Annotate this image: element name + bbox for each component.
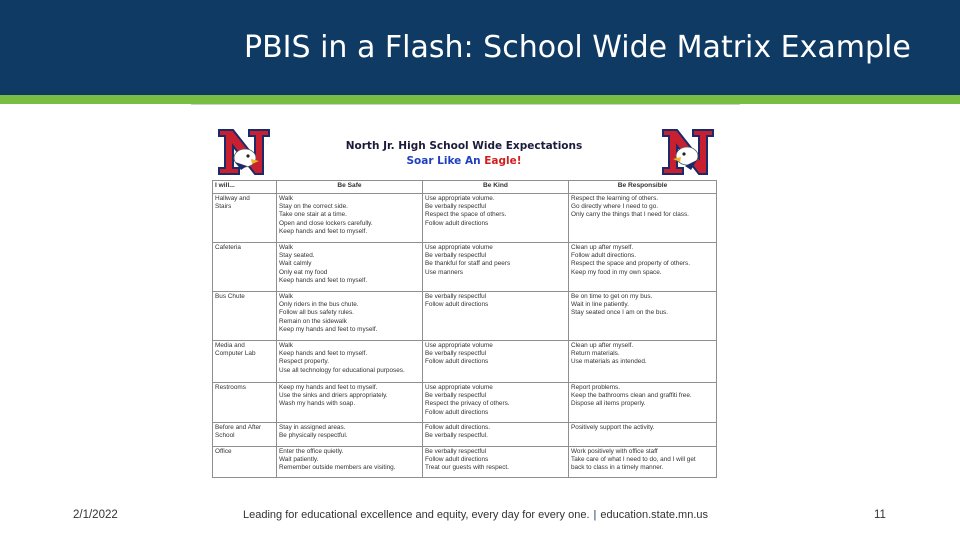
footer-separator: | — [593, 509, 597, 521]
footer-tagline — [243, 509, 708, 521]
cell-line: Stay in assigned areas. — [279, 424, 346, 431]
cell-line: Be on time to get on my bus. — [571, 293, 653, 300]
header-location: I will... — [213, 181, 277, 194]
cell-line: Use the sinks and driers appropriately. — [279, 392, 388, 400]
cell-line: Respect the privacy of others. — [425, 400, 510, 408]
cell-line: Before and After — [215, 424, 262, 431]
cell-line: Keep hands and feet to myself. — [279, 350, 368, 358]
cell-line: Keep my hands and feet to myself. — [279, 384, 378, 391]
matrix-row — [213, 447, 717, 478]
matrix-row — [213, 292, 717, 341]
matrix-header-row — [213, 181, 717, 194]
slide-title: PBIS in a Flash: School Wide Matrix Example — [244, 30, 911, 65]
cell-line: Follow adult directions. — [425, 424, 491, 431]
eagle-n-logo-icon — [215, 124, 273, 178]
be-safe-cell — [277, 447, 423, 478]
cell-line: Follow adult directions — [425, 358, 489, 366]
footer-text: Leading for educational excellence and equity, every day for every one. — [243, 509, 590, 521]
cell-line: Be verbally respectful — [425, 252, 487, 260]
cell-line: Clean up after myself. — [571, 342, 634, 349]
matrix-row — [213, 341, 717, 383]
matrix-row — [213, 194, 717, 243]
be-kind-cell — [423, 292, 569, 341]
cell-line: Work positively with office staff — [571, 448, 658, 455]
cell-line: Dispose all items properly. — [571, 400, 646, 408]
be-safe-cell — [277, 243, 423, 292]
cell-line: Be verbally respectful — [425, 392, 487, 400]
cell-line: School — [215, 432, 235, 440]
cell-line: Respect the learning of others. — [571, 195, 659, 202]
cell-line: Return materials. — [571, 350, 620, 358]
cell-line: Treat our guests with respect. — [425, 464, 509, 472]
cell-line: back to class in a timely manner. — [571, 464, 664, 472]
cell-line: Respect the space of others. — [425, 211, 507, 219]
be-responsible-cell — [569, 423, 717, 447]
cell-line: Walk — [279, 293, 293, 300]
be-responsible-cell — [569, 341, 717, 383]
row-location-cell — [213, 383, 277, 423]
accent-bar — [0, 95, 960, 104]
cell-line: Be verbally respectful — [425, 203, 487, 211]
cell-line: Keep my food in my own space. — [571, 268, 662, 276]
cell-line: Restrooms — [215, 384, 246, 391]
cell-line: Follow adult directions — [425, 456, 489, 464]
cell-line: Follow adult directions — [425, 408, 489, 416]
cell-line: Take care of what I need to do, and I will get — [571, 456, 696, 464]
slide-date: 2/1/2022 — [73, 509, 118, 521]
header-be-responsible: Be Responsible — [569, 181, 717, 194]
row-location-cell — [213, 194, 277, 243]
cell-line: Positively support the activity. — [571, 424, 655, 431]
cell-line: Computer Lab — [215, 350, 256, 358]
cell-line: Only riders in the bus chute. — [279, 301, 359, 309]
cell-line: Use appropriate volume — [425, 342, 493, 349]
be-kind-cell — [423, 383, 569, 423]
cell-line: Walk — [279, 195, 293, 202]
be-responsible-cell — [569, 447, 717, 478]
image-top-border — [191, 104, 740, 105]
cell-line: Be verbally respectful — [425, 350, 487, 358]
cell-line: Walk — [279, 342, 293, 349]
cell-line: Remember outside members are visiting. — [279, 464, 396, 472]
matrix-row — [213, 423, 717, 447]
cell-line: Be thankful for staff and peers — [425, 260, 511, 268]
header-be-kind: Be Kind — [423, 181, 569, 194]
cell-line: Bus Chute — [215, 293, 245, 300]
be-kind-cell — [423, 243, 569, 292]
be-kind-cell — [423, 194, 569, 243]
cell-line: Stay seated. — [279, 252, 315, 260]
subtitle-red-text: Eagle! — [484, 155, 522, 167]
be-responsible-cell — [569, 383, 717, 423]
be-kind-cell — [423, 341, 569, 383]
cell-line: Keep hands and feet to myself. — [279, 276, 368, 284]
be-safe-cell — [277, 292, 423, 341]
cell-line: Use appropriate volume — [425, 244, 493, 251]
row-location-cell — [213, 447, 277, 478]
cell-line: Use appropriate volume. — [425, 195, 495, 202]
cell-line: Use manners — [425, 268, 464, 276]
cell-line: Stay on the correct side. — [279, 203, 348, 211]
cell-line: Follow adult directions — [425, 219, 489, 227]
cell-line: Cafeteria — [215, 244, 241, 251]
cell-line: Follow adult directions. — [571, 252, 637, 260]
be-safe-cell — [277, 383, 423, 423]
be-responsible-cell — [569, 292, 717, 341]
row-location-cell — [213, 292, 277, 341]
row-location-cell — [213, 243, 277, 292]
cell-line: Respect the space and property of others. — [571, 260, 691, 268]
cell-line: Wait in line patiently. — [571, 301, 629, 309]
cell-line: Respect property. — [279, 358, 329, 366]
subtitle-blue-text: Soar Like An — [406, 155, 481, 167]
cell-line: Follow all bus safety rules. — [279, 309, 354, 317]
cell-line: Remain on the sidewalk — [279, 317, 347, 325]
be-kind-cell — [423, 423, 569, 447]
be-safe-cell — [277, 194, 423, 243]
cell-line: Be verbally respectful — [425, 448, 487, 455]
be-responsible-cell — [569, 194, 717, 243]
page-number: 11 — [874, 509, 886, 521]
cell-line: Enter the office quietly. — [279, 448, 344, 455]
cell-line: Take one stair at a time. — [279, 211, 347, 219]
matrix-row — [213, 383, 717, 423]
row-location-cell — [213, 341, 277, 383]
cell-line: Keep my hands and feet to myself. — [279, 325, 378, 333]
cell-line: Stay seated once I am on the bus. — [571, 309, 668, 317]
row-location-cell — [213, 423, 277, 447]
cell-line: Only carry the things that I need for class. — [571, 211, 689, 219]
cell-line: Media and — [215, 342, 245, 349]
be-responsible-cell — [569, 243, 717, 292]
cell-line: Stairs — [215, 203, 232, 211]
cell-line: Wait patiently. — [279, 456, 319, 464]
cell-line: Clean up after myself. — [571, 244, 634, 251]
be-kind-cell — [423, 447, 569, 478]
cell-line: Hallway and — [215, 195, 250, 202]
cell-line: Use appropriate volume — [425, 384, 493, 391]
be-safe-cell — [277, 423, 423, 447]
cell-line: Walk — [279, 244, 293, 251]
cell-line: Follow adult directions — [425, 301, 489, 309]
title-banner — [0, 0, 960, 95]
matrix-document-image — [209, 118, 719, 490]
cell-line: Keep the bathrooms clean and graffiti free. — [571, 392, 692, 400]
expectations-matrix — [212, 180, 717, 478]
cell-line: Be verbally respectful — [425, 293, 487, 300]
cell-line: Go directly where I need to go. — [571, 203, 659, 211]
cell-line: Be physically respectful. — [279, 432, 348, 440]
cell-line: Wait calmly — [279, 260, 312, 268]
document-title: North Jr. High School Wide Expectations — [345, 140, 583, 152]
cell-line: Wash my hands with soap. — [279, 400, 356, 408]
cell-line: Use all technology for educational purposes. — [279, 366, 405, 374]
cell-line: Use materials as intended. — [571, 358, 647, 366]
footer-site: education.state.mn.us — [600, 509, 709, 521]
header-be-safe: Be Safe — [277, 181, 423, 194]
cell-line: Only eat my food — [279, 268, 328, 276]
eagle-n-logo-icon — [659, 124, 717, 178]
cell-line: Office — [215, 448, 232, 455]
cell-line: Be verbally respectful. — [425, 432, 488, 440]
cell-line: Open and close lockers carefully. — [279, 219, 373, 227]
cell-line: Report problems. — [571, 384, 621, 391]
be-safe-cell — [277, 341, 423, 383]
matrix-row — [213, 243, 717, 292]
cell-line: Keep hands and feet to myself. — [279, 227, 368, 235]
document-subtitle — [329, 155, 599, 167]
